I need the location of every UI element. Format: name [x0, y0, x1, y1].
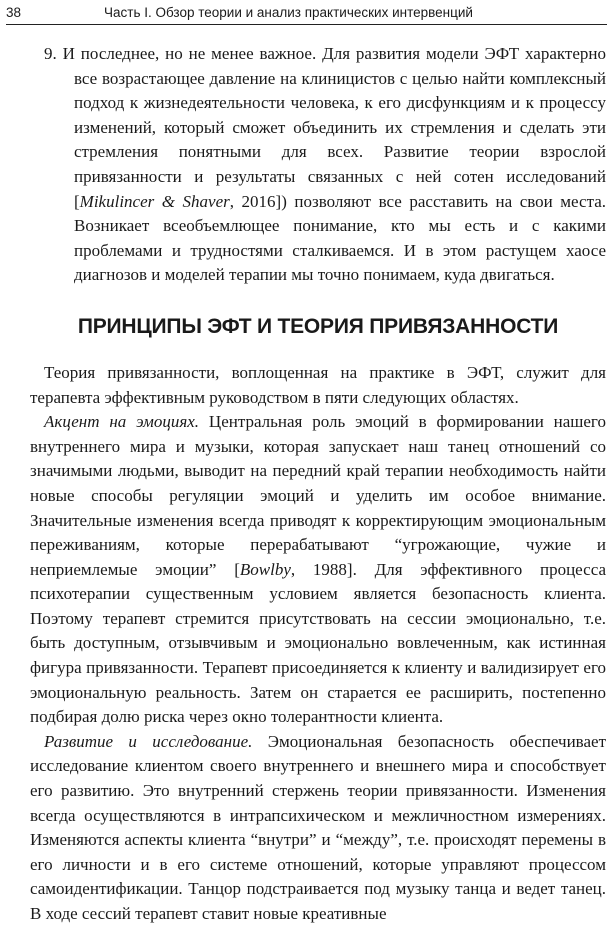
- citation-year: , 2016]: [229, 191, 282, 211]
- page-body: [30, 42, 606, 927]
- list-item-text-continued: ) позволяют все расставить на свои места. Возникает всеобъемлющее понимание, кто мы есть и с какими проблемами и трудностями сталкиваемся. И в этом растущем хаосе диагнозов и моделей терапии мы точно понимаем, куда двигаться.: [74, 191, 607, 285]
- citation-year: , 1988]: [290, 559, 353, 579]
- list-item-9: [30, 42, 606, 288]
- page-number: 38: [6, 5, 22, 20]
- running-title: Часть I. Обзор теории и анализ практических интервенций: [104, 5, 473, 20]
- paragraph-title: Акцент на эмоциях.: [44, 412, 200, 432]
- citation-authors: Mikulincer & Shaver: [79, 191, 230, 211]
- intro-paragraph: Теория привязанности, воплощенная на практике в ЭФТ, служит для терапевта эффективным руководством в пяти следующих областях.: [30, 362, 606, 407]
- citation-author: Bowlby: [239, 559, 291, 579]
- paragraph-text: Центральная роль эмоций в формировании нашего внутреннего мира и музыки, которая запускает наш танец отношений со значимыми людьми, выводит на передний край терапии необходимость найти новые способы регуляции эмоций и уделить им особое внимание. Значительные изменения всегда приводят к корректирующим эмоциональным переживаниям, которые перерабатывают “угрожающие, чужие и неприемлемые эмоции” [: [30, 412, 606, 579]
- list-item-number: 9.: [44, 44, 57, 63]
- paragraph-text-continued: . Для эффективного процесса психотерапии существенным условием является безопасность клиента. Поэтому терапевт стремится присутствовать на сессии эмоционально, т.е. быть доступным, отзывчивым и эмоционально вовлеченным, как истинная фигура привязанности. Терапевт присоединяется к клиенту и валидизирует его эмоциональную реальность. Затем он старается ее расширить, постепенно подбирая долю риска через окно толерантности клиента.: [30, 559, 606, 727]
- paragraph-emotion-focus: [30, 410, 606, 730]
- page-header: [6, 4, 607, 25]
- list-item-text: И последнее, но не менее важное. Для развития модели ЭФТ характерно все возрастающее давление на клиницистов с целью найти комплексный подход к жизнедеятельности человека, к его дисфункциям и к процессу изменений, который сможет объединить их стремления и сделать эти стремления понятными для всех. Развитие теории взрослой привязанности и результаты связанных с ней сотен исследований [: [62, 44, 606, 211]
- paragraph-text: Эмоциональная безопасность обеспечивает исследование клиентом своего внутреннего и внешнего мира и способствует его развитию. Это внутренний стержень теории привязанности. Изменения всегда осуществляются в интрапсихическом и межличностном измерениях. Изменяются аспекты клиента “внутри” и “между”, т.е. происходят перемены в его личности и в его системе отношений, которые управляют процессом самоидентификации. Танцор подстраивается под музыку танца и ведет танец. В ходе сессий терапевт ставит новые креативные: [30, 731, 606, 923]
- paragraph-development: [30, 730, 606, 927]
- paragraph-title: Развитие и исследование.: [44, 731, 253, 751]
- section-heading: ПРИНЦИПЫ ЭФТ И ТЕОРИЯ ПРИВЯЗАННОСТИ: [77, 314, 559, 338]
